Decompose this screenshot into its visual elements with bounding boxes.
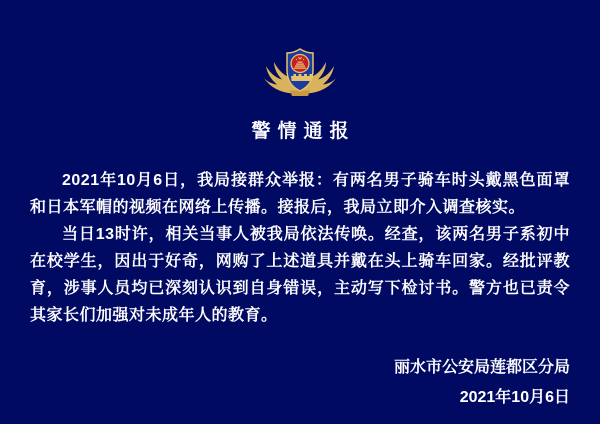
notice-paragraph-2: 当日13时许，相关当事人被我局依法传唤。经查，该两名男子系初中在校学生，因出于好奇，网购了上述道具并戴在头上骑车回家。经批评教育，涉事人员均已深刻认识到自身错误，主动写下检讨书。警方也已责令其家长们加强对未成年人的教育。	[30, 226, 570, 324]
signature-agency: 丽水市公安局莲都区分局	[393, 359, 570, 376]
badge-container	[0, 0, 600, 103]
police-badge-icon	[260, 46, 340, 103]
notice-body	[0, 167, 600, 329]
notice-paragraph-1: 2021年10月6日，我局接群众举报：有两名男子骑车时头戴黑色面罩和日本军帽的视频在网络上传播。接报后，我局立即介入调查核实。	[30, 172, 570, 216]
signature-date: 2021年10月6日	[459, 389, 570, 406]
signature-block	[0, 353, 600, 413]
notice-title: 警情通报	[251, 121, 356, 142]
